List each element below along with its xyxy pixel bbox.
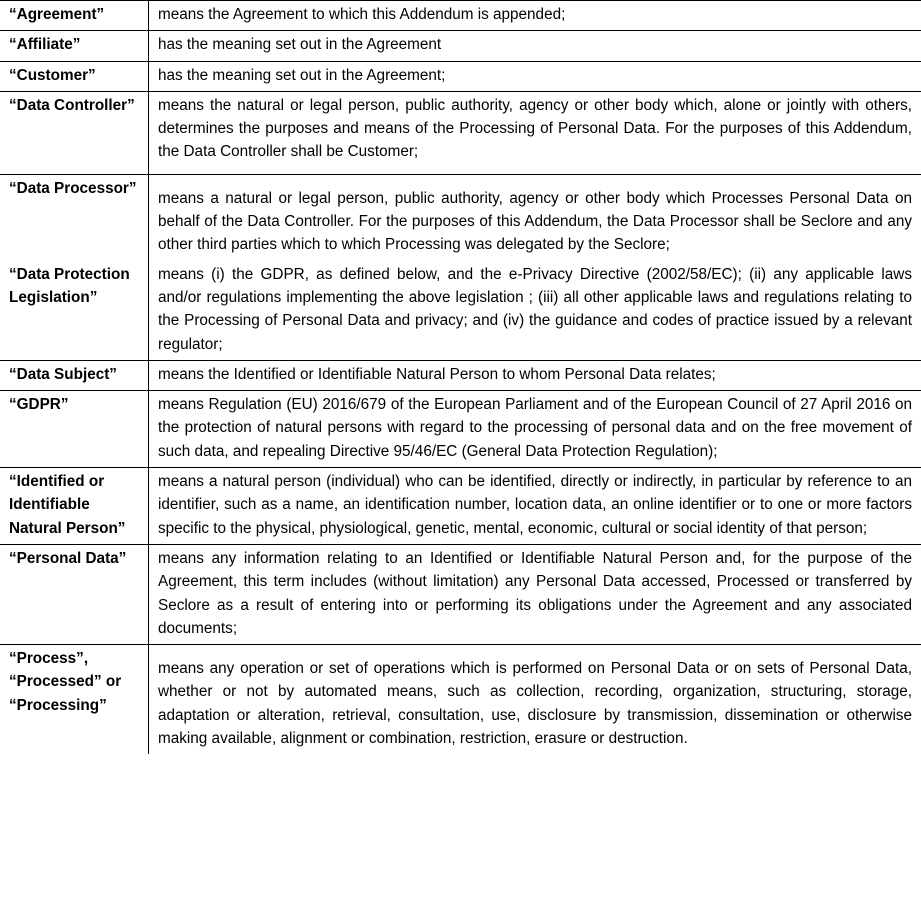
- definition-cell: means a natural or legal person, public authority, agency or other body which Processes Personal Data on behalf of the Data Controller. For the purposes of this Addendum, the Data Processor shall be Seclore and any other third parties which to which Processing was delegated by the Seclore;: [149, 174, 921, 260]
- table-row: [0, 261, 921, 361]
- definition-cell: means the Agreement to which this Addendum is appended;: [149, 1, 921, 31]
- table-row: [0, 31, 921, 61]
- table-row: [0, 360, 921, 390]
- definition-cell: means Regulation (EU) 2016/679 of the European Parliament and of the European Council of 27 April 2016 on the protection of natural persons with regard to the processing of personal data and on the free movement of such data, and repealing Directive 95/46/EC (General Data Protection Regulation);: [149, 391, 921, 468]
- term-cell: “Affiliate”: [0, 31, 149, 61]
- definition-cell: has the meaning set out in the Agreement;: [149, 61, 921, 91]
- table-row: [0, 391, 921, 468]
- table-row: [0, 468, 921, 545]
- table-row: [0, 174, 921, 260]
- definition-cell: means the Identified or Identifiable Natural Person to whom Personal Data relates;: [149, 360, 921, 390]
- definition-cell: means any information relating to an Identified or Identifiable Natural Person and, for the purpose of the Agreement, this term includes (without limitation) any Personal Data accessed, Processed or transferred by Seclore as a result of entering into or performing its obligations under the Agreement and any associated documents;: [149, 544, 921, 644]
- table-row: [0, 91, 921, 174]
- table-row: [0, 544, 921, 644]
- term-cell: “Personal Data”: [0, 544, 149, 644]
- definition-cell: means the natural or legal person, public authority, agency or other body which, alone or jointly with others, determines the purposes and means of the Processing of Personal Data. For the purposes of this Addendum, the Data Controller shall be Customer;: [149, 91, 921, 174]
- term-cell: “Data Protection Legislation”: [0, 261, 149, 361]
- term-cell: “Data Processor”: [0, 174, 149, 260]
- table-row: [0, 1, 921, 31]
- table-row: [0, 61, 921, 91]
- term-cell: “Agreement”: [0, 1, 149, 31]
- definition-cell: means any operation or set of operations which is performed on Personal Data or on sets of Personal Data, whether or not by automated means, such as collection, recording, organization, structuring, storage, adaptation or alteration, retrieval, consultation, use, disclosure by transmission, dissemination or otherwise making available, alignment or combination, restriction, erasure or destruction.: [149, 645, 921, 755]
- definition-cell: means a natural person (individual) who can be identified, directly or indirectly, in particular by reference to an identifier, such as a name, an identification number, location data, an online identifier or to one or more factors specific to the physical, physiological, genetic, mental, economic, cultural or social identity of that person;: [149, 468, 921, 545]
- table-row: [0, 645, 921, 755]
- term-cell: “Data Controller”: [0, 91, 149, 174]
- term-cell: “Process”, “Processed” or “Processing”: [0, 645, 149, 755]
- term-cell: “Data Subject”: [0, 360, 149, 390]
- term-cell: “Customer”: [0, 61, 149, 91]
- definition-cell: means (i) the GDPR, as defined below, and the e-Privacy Directive (2002/58/EC); (ii) any applicable laws and/or regulations implementing the above legislation ; (iii) all other applicable laws and regulations relating to the Processing of Personal Data and privacy; and (iv) the guidance and codes of practice issued by a relevant regulator;: [149, 261, 921, 361]
- term-cell: “GDPR”: [0, 391, 149, 468]
- definition-cell: has the meaning set out in the Agreement: [149, 31, 921, 61]
- term-cell: “Identified or Identifiable Natural Person”: [0, 468, 149, 545]
